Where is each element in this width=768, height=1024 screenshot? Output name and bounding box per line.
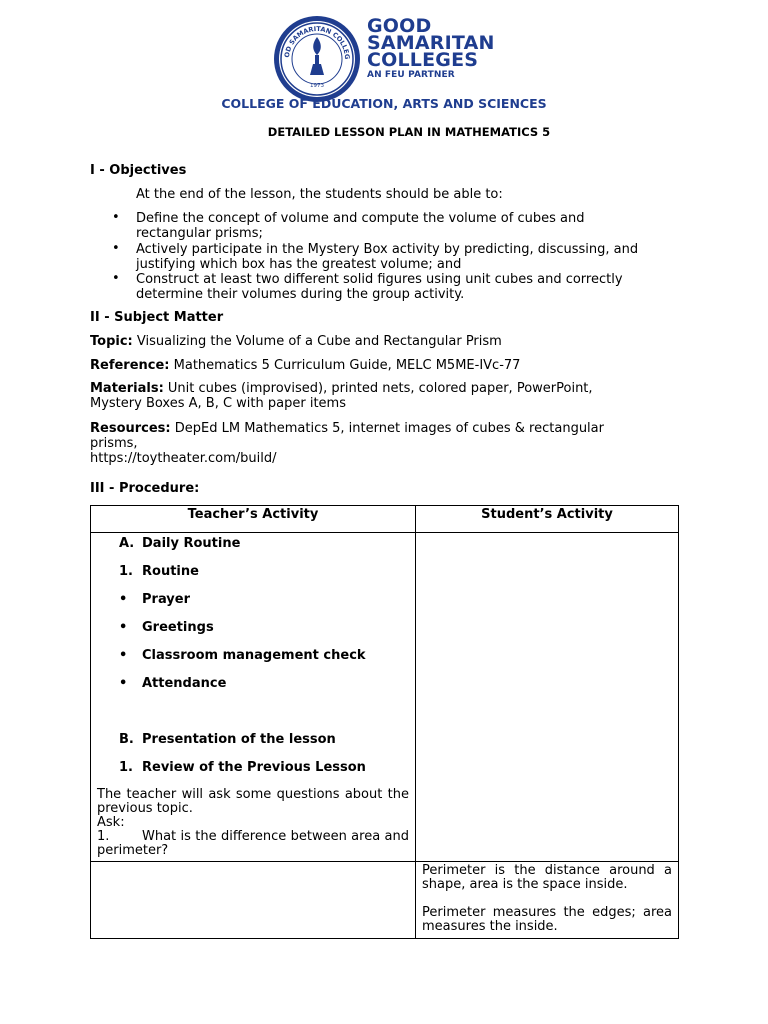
- objective-item: Actively participate in the Mystery Box activity by predicting, discussing, and justifying which box has the greatest volume; and: [136, 242, 639, 272]
- objective-item: Define the concept of volume and compute the volume of cubes and rectangular prisms;: [136, 211, 585, 241]
- brand-line-2: SAMARITAN: [367, 32, 495, 54]
- routine-label: Routine: [142, 564, 199, 579]
- subject-matter-heading: II - Subject Matter: [90, 310, 224, 325]
- question-text: What is the difference between area and perimeter?: [97, 829, 409, 858]
- plan-title: DETAILED LESSON PLAN IN MATHEMATICS 5: [267, 125, 551, 139]
- marker-1: 1.: [119, 564, 133, 579]
- resources-value-2: prisms,: [90, 436, 138, 451]
- routine-item-attendance: Attendance: [142, 676, 227, 691]
- college-seal: [273, 15, 361, 103]
- marker-1: 1.: [119, 760, 133, 775]
- materials-value: Unit cubes (improvised), printed nets, colored paper, PowerPoint,: [167, 381, 593, 396]
- resources-line: [90, 421, 604, 466]
- teacher-activity-header: Teacher’s Activity: [91, 506, 416, 533]
- materials-value-2: Mystery Boxes A, B, C with paper items: [90, 396, 346, 411]
- daily-routine-label: Daily Routine: [142, 536, 241, 551]
- marker-a: A.: [119, 536, 135, 551]
- presentation-label: Presentation of the lesson: [142, 732, 336, 747]
- review-label: Review of the Previous Lesson: [142, 760, 366, 775]
- student-activity-header: Student’s Activity: [416, 506, 679, 533]
- ask-label: Ask:: [97, 815, 125, 830]
- bullet-icon: •: [119, 648, 128, 663]
- procedure-table: [90, 505, 679, 939]
- bullet-icon: •: [119, 592, 128, 607]
- teacher-instructions: [97, 788, 409, 858]
- resources-label: Resources:: [90, 421, 171, 436]
- question-number: 1.: [97, 829, 110, 844]
- bullet-icon: •: [119, 620, 128, 635]
- routine-item-greetings: Greetings: [142, 620, 214, 635]
- teacher-activity-cell: [91, 862, 416, 939]
- teacher-text: The teacher will ask some questions about the previous topic.: [97, 787, 409, 816]
- bullet-icon: •: [112, 271, 120, 286]
- reference-label: Reference:: [90, 358, 170, 373]
- student-activity-cell: [416, 533, 679, 862]
- routine-item-classroom: Classroom management check: [142, 648, 366, 663]
- brand-tagline: AN FEU PARTNER: [367, 70, 455, 80]
- reference-line: [90, 358, 520, 373]
- teacher-activity-cell: [91, 533, 416, 862]
- student-answers: [422, 864, 672, 934]
- seal-year: 1973: [310, 83, 324, 89]
- question-1: [97, 830, 409, 858]
- student-activity-cell: [416, 862, 679, 939]
- topic-line: [90, 334, 502, 349]
- answer-2: Perimeter measures the edges; area measures the inside.: [422, 905, 672, 934]
- marker-b: B.: [119, 732, 134, 747]
- reference-value: Mathematics 5 Curriculum Guide, MELC M5ME-IVc-77: [173, 358, 521, 373]
- brand-line-3: COLLEGES: [367, 49, 479, 71]
- bullet-icon: •: [119, 676, 128, 691]
- topic-label: Topic:: [90, 334, 133, 349]
- college-name: COLLEGE OF EDUCATION, ARTS AND SCIENCES: [221, 96, 547, 111]
- bullet-icon: •: [112, 241, 120, 256]
- procedure-heading: III - Procedure:: [90, 481, 200, 496]
- objective-item: Construct at least two different solid figures using unit cubes and correctly determine their volumes during the group activity.: [136, 272, 623, 302]
- resources-value: DepEd LM Mathematics 5, internet images of cubes & rectangular: [174, 421, 604, 436]
- materials-label: Materials:: [90, 381, 164, 396]
- topic-value: Visualizing the Volume of a Cube and Rectangular Prism: [136, 334, 502, 349]
- objectives-intro: At the end of the lesson, the students should be able to:: [136, 187, 503, 202]
- materials-line: [90, 381, 593, 411]
- resources-link: https://toytheater.com/build/: [90, 451, 277, 466]
- bullet-icon: •: [112, 210, 120, 225]
- seal-text: OD SAMARITAN COLLEG: [282, 24, 352, 60]
- routine-item-prayer: Prayer: [142, 592, 191, 607]
- answer-1: Perimeter is the distance around a shape, area is the space inside.: [422, 863, 672, 892]
- brand-wordmark: [367, 15, 495, 81]
- objectives-heading: I - Objectives: [90, 163, 187, 178]
- brand-line-1: GOOD: [367, 15, 432, 37]
